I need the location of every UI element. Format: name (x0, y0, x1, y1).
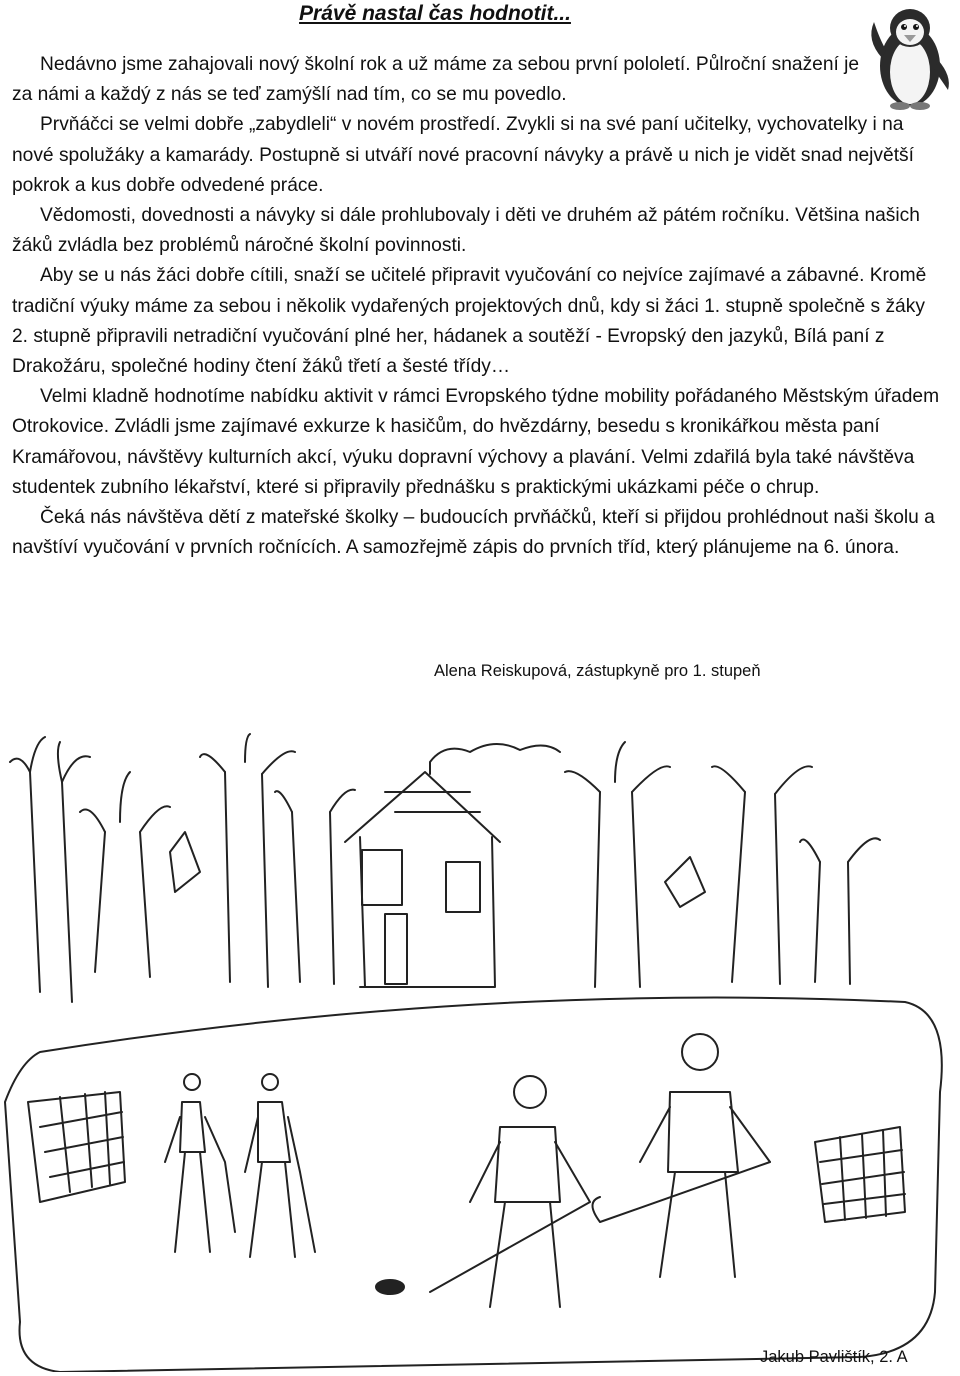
paragraph: Vědomosti, dovednosti a návyky si dále prohlubovaly i děti ve druhém až pátém ročníku. Většina našich žáků zvládla bez problémů náročné školní povinnosti. (12, 205, 920, 257)
article-title: Právě nastal čas hodnotit... (299, 2, 571, 25)
player-1 (165, 1074, 235, 1252)
tree-right-3 (800, 838, 880, 984)
author-signature: Alena Reiskupová, zástupkyně pro 1. stupeň (434, 662, 761, 680)
goal-right (815, 1127, 905, 1222)
drawing-caption: Jakub Pavlištík, 2. A (760, 1348, 908, 1366)
tree-left-2 (80, 772, 200, 977)
paragraph: Aby se u nás žáci dobře cítili, snaží se učitelé připravit vyučování co nejvíce zajímavé a zábavné. Kromě tradiční výuky máme za sebou i několik vydařených projektových dnů, kdy si žáci 1. stupně společně s žáky 2. stupně připravili netradiční vyučování plné her, hádanek a soutěží - Evropský den jazyků, Bílá paní z Drakožáru, společné hodiny čtení žáků třetí a šesté třídy… (12, 265, 927, 378)
paragraph: Velmi kladně hodnotíme nabídku aktivit v rámci Evropského týdne mobility pořádaného Městským úřadem Otrokovice. Zvládli jsme zajímavé exkurze k hasičům, do hvězdárny, besedu s kronikářkou města paní Kramářovou, návštěvy kulturních akcí, výuku dopravní výchovy a plavání. Velmi zdařilá byla také návštěva studentek zubního lékařství, které si připravily přednášku s praktickými ukázkami péče o chrup. (12, 386, 940, 498)
player-2 (245, 1074, 315, 1257)
tree-mid-1 (200, 734, 295, 987)
goal-left (28, 1092, 125, 1202)
article-body (12, 50, 942, 563)
paragraph: Čeká nás návštěva dětí z mateřské školky – budoucích prvňáčků, kteří si přijdou prohlédnout naši školu a navštíví vyučování v prvních ročnících. A samozřejmě zápis do prvních tříd, který plánujeme na 6. února. (12, 507, 935, 559)
child-drawing (0, 732, 960, 1372)
tree-right-2 (712, 766, 812, 984)
paragraph: Prvňáčci se velmi dobře „zabydleli“ v novém prostředí. Zvykli si na své paní učitelky, vychovatelky i na nové spolužáky a kamarády. Postupně si utváří nové pracovní návyky a právě u nich je vidět snad největší pokrok a kus dobře odvedené práce. (12, 114, 914, 196)
school-house (345, 744, 560, 987)
tree-left-1 (10, 737, 90, 1002)
player-4 (593, 1034, 771, 1277)
tree-right-1 (565, 742, 705, 987)
rink-outline (5, 998, 942, 1372)
player-3 (376, 1076, 590, 1307)
tree-mid-2 (275, 790, 355, 984)
paragraph: Nedávno jsme zahajovali nový školní rok a už máme za sebou první pololetí. Půlroční snažení je za námi a každý z nás se teď zamýšlí nad tím, co se mu povedlo. (12, 54, 860, 106)
